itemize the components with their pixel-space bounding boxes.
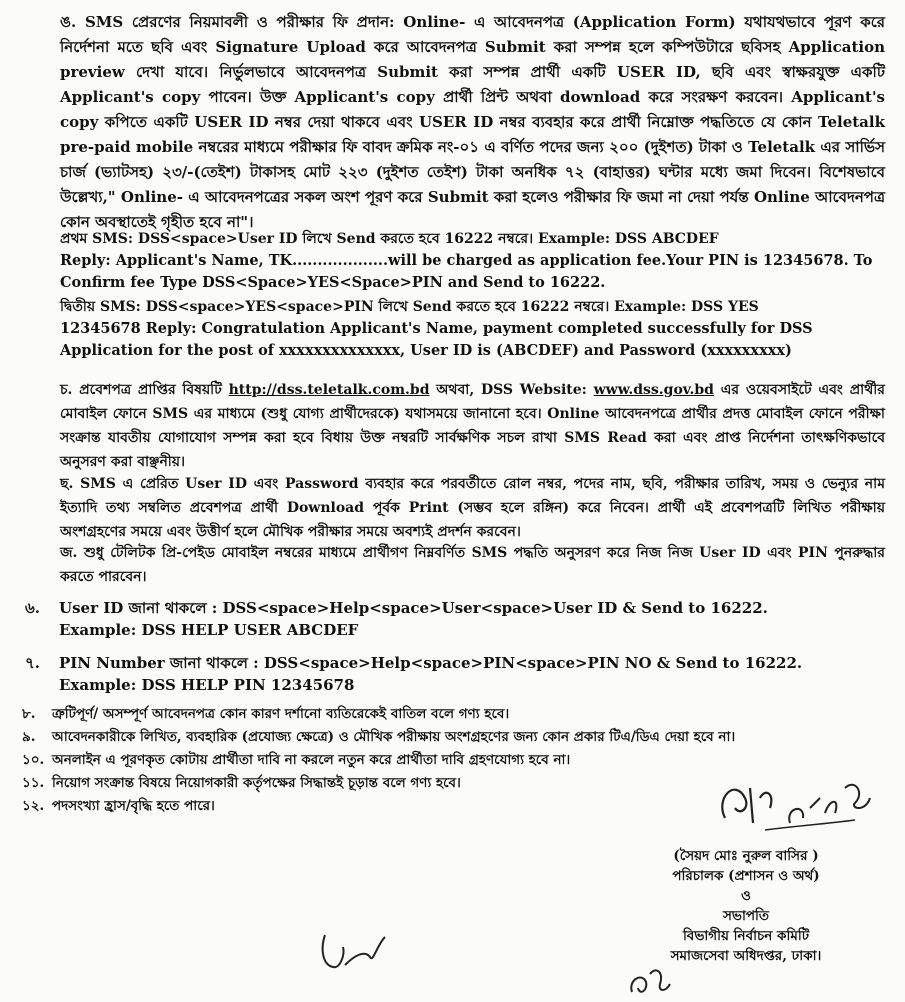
signatory-designation: পরিচালক (প্রশাসন ও অর্থ) xyxy=(672,868,820,884)
signatory-role: সভাপতি xyxy=(722,908,770,924)
item-text: ত্রুটিপূর্ণ/ অসম্পূর্ণ আবেদনপত্র কোন কারণ দর্শানো ব্যতিরেকেই বাতিল বলে গণ্য হবে। xyxy=(52,706,510,722)
item-12 xyxy=(22,796,215,816)
item-number: ১০. xyxy=(22,752,45,768)
paragraph-text: জ. শুধু টেলিটক প্রি-পেইড মোবাইল নম্বরের মাধ্যমে প্রার্থীগণ নিম্নবর্ণিত SMS পদ্ধতি অনুসরণ করে নিজ নিজ User ID এবং PIN পুনরুদ্ধার করতে পারবেন। xyxy=(60,545,885,585)
item-text: অনলাইন এ পূরণকৃত কোটায় প্রার্থীতা দাবি না করলে নতুন করে প্রার্থীতা দাবি গ্রহণযোগ্য হবে না। xyxy=(52,752,571,768)
dss-website-link[interactable]: www.dss.gov.bd xyxy=(593,382,714,398)
item-line1: PIN Number জানা থাকলে : DSS<space>Help<space>PIN<space>PIN NO & Send to 16222. xyxy=(59,654,803,672)
paragraph-text: চ. প্রবেশপত্র প্রাপ্তির বিষয়টি xyxy=(60,382,229,398)
item-10 xyxy=(22,750,570,770)
item-number: ৭. xyxy=(25,654,40,672)
paragraph-label: ঙ. xyxy=(60,13,77,31)
sms2-line2: 12345678 Reply: Congratulation Applicant's Name, payment completed successfully for DSS xyxy=(60,320,813,337)
item-line2: Example: DSS HELP PIN 12345678 xyxy=(59,676,355,694)
item-8 xyxy=(22,704,509,724)
paragraph-admit-card xyxy=(60,378,885,474)
signatory-office: সমাজসেবা অধিদপ্তর, ঢাকা। xyxy=(670,948,822,964)
initial-signature-icon xyxy=(315,925,395,975)
item-number: ১১. xyxy=(22,775,45,791)
signatory-committee: বিভাগীয় নির্বাচন কমিটি xyxy=(682,928,810,944)
sms1-line3: Confirm fee Type DSS<Space>YES<Space>PIN and Send to 16222. xyxy=(60,274,606,291)
handwritten-signature-icon xyxy=(705,768,880,843)
item-line2: Example: DSS HELP USER ABCDEF xyxy=(59,621,359,639)
item-number: ৬. xyxy=(25,599,40,617)
sms1-line1: প্রথম SMS: DSS<space>User ID লিখে Send করতে হবে 16222 নম্বরে। Example: DSS ABCDEF xyxy=(60,231,719,247)
sms1-line2: Reply: Applicant's Name, TK...................will be charged as application fee.Your PIN is 12345678. To xyxy=(60,252,873,269)
signatory-block xyxy=(646,846,846,966)
paragraph-text: ছ. SMS এ প্রেরিত User ID এবং Password ব্যবহার করে পরবর্তীতে রোল নম্বর, পদের নাম, ছবি, পরীক্ষার তারিখ, সময় ও ভেন্যুর নাম ইত্যাদি তথ্য সম্বলিত প্রবেশপত্র প্রার্থী Download পূর্বক Print (সম্ভব হলে রঙ্গিন) করে নিবেন। প্রার্থী এই প্রবেশপত্রটি লিখিত পরীক্ষায় অংশগ্রহণের সময়ে এবং উত্তীর্ণ হলে মৌখিক পরীক্ষার সময়ে অবশ্যই প্রদর্শন করবেন। xyxy=(60,476,885,540)
item-pin-help xyxy=(25,652,885,696)
paragraph-sms-rules xyxy=(60,10,885,235)
sms-second-instructions xyxy=(60,296,890,362)
item-number: ৯. xyxy=(22,729,36,745)
item-user-id-help xyxy=(25,597,885,641)
item-text: নিয়োগ সংক্রান্ত বিষয়ে নিয়োগকারী কর্তৃপক্ষের সিদ্ধান্তই চূড়ান্ত বলে গণ্য হবে। xyxy=(52,775,461,791)
paragraph-text: এর ওয়েবসাইটে এবং প্রার্থীর মোবাইল ফোনে SMS এর মাধ্যমে (শুধু যোগ্য প্রার্থীদেরকে) যথাসময়ে জানানো হবে। Online আবেদনপত্রে প্রার্থীর প্রদত্ত মোবাইল ফোনে পরীক্ষা সংক্রান্ত যাবতীয় যোগাযোগ সম্পন্ন করা হবে বিধায় উক্ত নম্বরটি সার্বক্ষণিক সচল রাখা SMS Read করা এবং প্রাপ্ত নির্দেশনা তাৎক্ষণিকভাবে অনুসরণ করা বাঞ্ছনীয়। xyxy=(60,382,885,470)
signatory-conjunction: ও xyxy=(741,888,751,904)
sms2-line3: Application for the post of xxxxxxxxxxxxxx, User ID is (ABCDEF) and Password (xxxxxxxxx) xyxy=(60,342,792,359)
teletalk-link[interactable]: http://dss.teletalk.com.bd xyxy=(228,382,430,398)
item-line1: User ID জানা থাকলে : DSS<space>Help<space>User<space>User ID & Send to 16222. xyxy=(59,599,768,617)
sms-first-instructions xyxy=(60,228,890,294)
item-text: আবেদনকারীকে লিখিত, ব্যবহারিক (প্রযোজ্য ক্ষেত্রে) ও মৌখিক পরীক্ষায় অংশগ্রহণের জন্য কোন প্রকার টিএ/ডিএ দেয়া হবে না। xyxy=(52,729,736,745)
item-number: ৮. xyxy=(22,706,36,722)
signatory-name: (সৈয়দ মোঃ নুরুল বাসির ) xyxy=(673,848,819,864)
sms2-line1: দ্বিতীয় SMS: DSS<space>YES<space>PIN লিখে Send করতে হবে 16222 নম্বরে। Example: DSS YES xyxy=(60,299,759,315)
small-initial-icon xyxy=(620,962,680,1002)
paragraph-text: অথবা, DSS Website: xyxy=(429,382,594,398)
paragraph-text: SMS প্রেরণের নিয়মাবলী ও পরীক্ষার ফি প্রদান: Online- এ আবেদনপত্র (Application Form) যথাযথভাবে পূরণ করে নির্দেশনা মতে ছবি এবং Signature Upload করে আবেদনপত্র Submit করা সম্পন্ন হলে কম্পিউটারে ছবিসহ Application preview দেখা যাবে। নির্ভুলভাবে আবেদনপত্র Submit করা সম্পন্ন প্রার্থী একটি USER ID, ছবি এবং স্বাক্ষরযুক্ত একটি Applicant's copy পাবেন। উক্ত Applicant's copy প্রার্থী প্রিন্ট অথবা download করে সংরক্ষণ করবেন। Applicant's copy কপিতে একটি USER ID নম্বর দেয়া থাকবে এবং USER ID নম্বর ব্যবহার করে প্রার্থী নিম্নোক্ত পদ্ধতিতে যে কোন Teletalk pre-paid mobile নম্বরের মাধ্যমে পরীক্ষার ফি বাবদ ক্রমিক নং-০১ এ বর্ণিত পদের জন্য ২০০ (দুইশত) টাকা ও Teletalk এর সার্ভিস চার্জ (ভ্যাটসহ) ২৩/-(তেইশ) টাকাসহ মোট ২২৩ (দুইশত তেইশ) টাকা অনধিক ৭২ (বাহাত্তর) ঘন্টার মধ্যে জমা দিবেন। বিশেষভাবে উল্লেখ্য," Online- এ আবেদনপত্রের সকল অংশ পূরণ করে Submit করা হলেও পরীক্ষার ফি জমা না দেয়া পর্যন্ত Online আবেদনপত্র কোন অবস্থাতেই গৃহীত হবে না"। xyxy=(60,13,885,231)
paragraph-admit-download xyxy=(60,472,885,544)
item-9 xyxy=(22,727,735,747)
item-11 xyxy=(22,773,461,793)
paragraph-recovery xyxy=(60,541,885,589)
item-text: পদসংখ্যা হ্রাস/বৃদ্ধি হতে পারে। xyxy=(52,798,215,814)
item-number: ১২. xyxy=(22,798,45,814)
